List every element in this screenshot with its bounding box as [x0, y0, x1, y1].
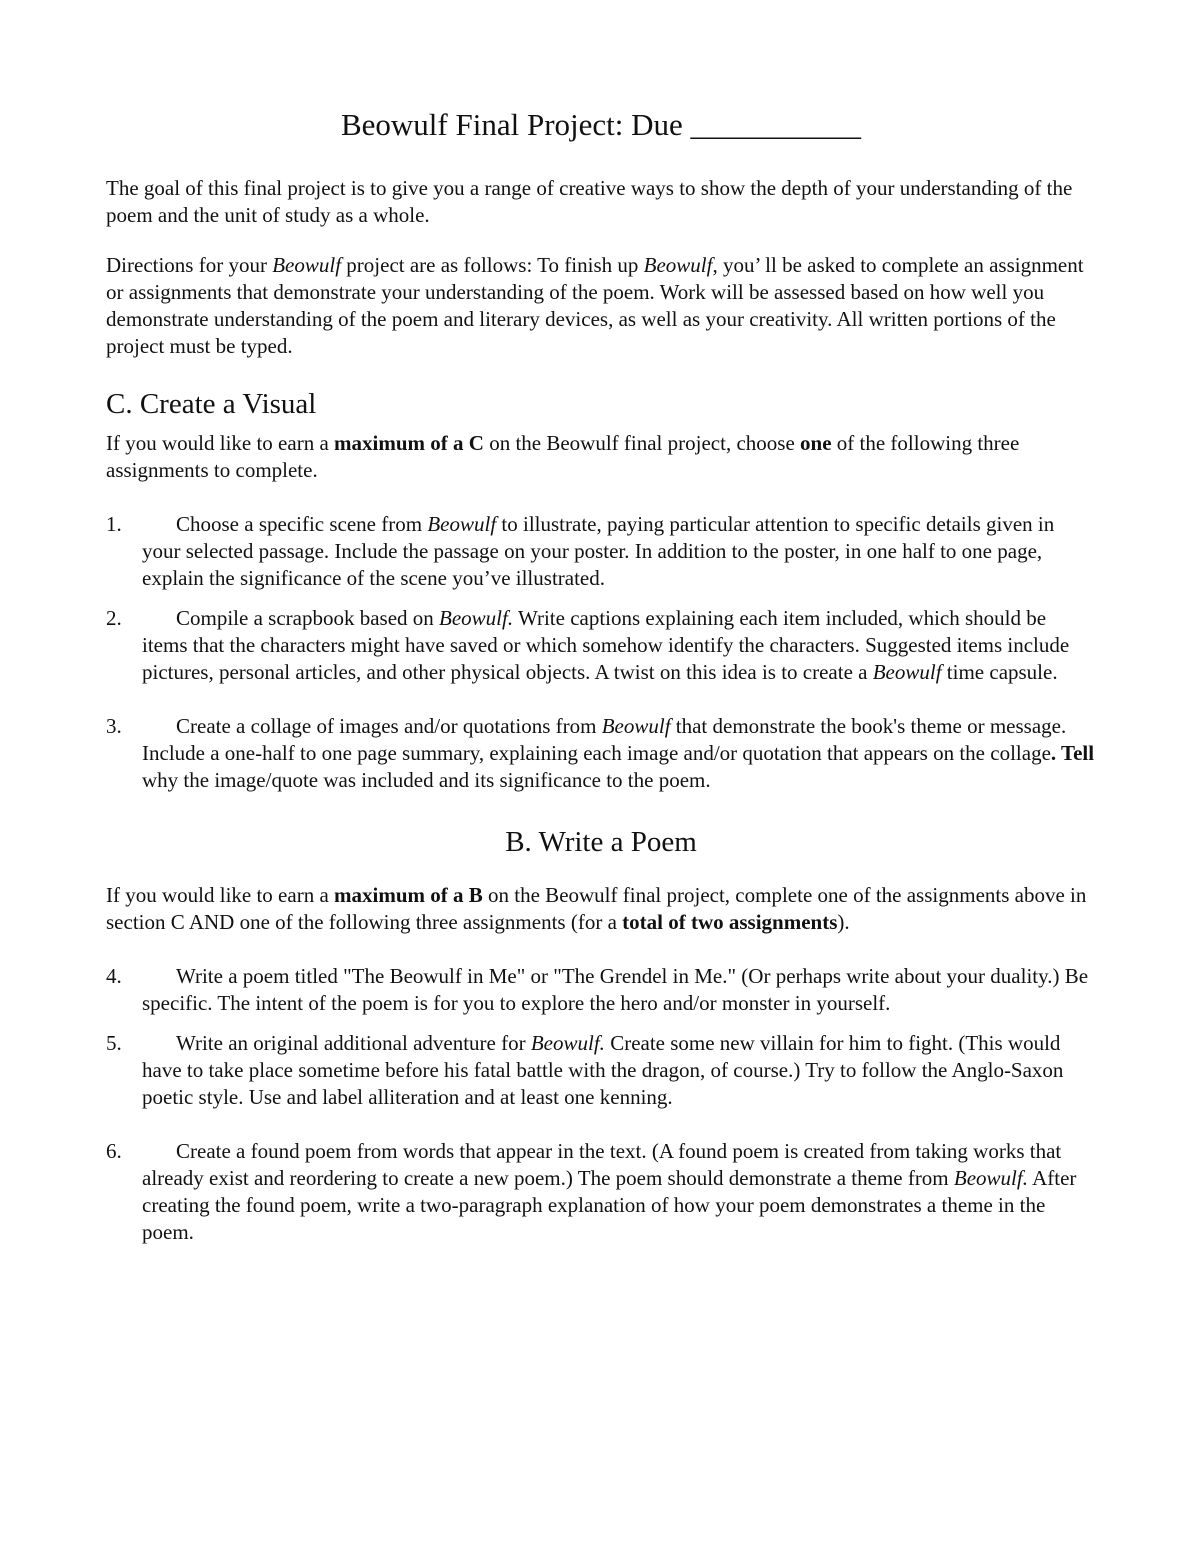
- list-item-text: to illustrate, paying particular attention to specific details given in your selected passage. Include the passage on your poster. In addition to the poster, in one half to one page, explain the significance of the scene you’ve illustrated.: [142, 511, 1055, 590]
- list-item-italic: Beowulf.: [530, 1030, 605, 1055]
- section-b-lead-bold-2: total of two assignments: [622, 909, 838, 934]
- section-c-list: [106, 511, 1096, 794]
- list-item-number: 3.: [106, 713, 122, 738]
- list-item-text: Create a found poem from words that appear in the text. (A found poem is created from taking works that already exist and reordering to create a new poem.) The poem should demonstrate a theme from: [142, 1138, 1062, 1190]
- directions-text-3: , you’ ll be asked to complete an assignment or assignments that demonstrate your understanding of the poem. Work will be assessed based on how well you demonstrate understanding of the poem and literary devices, as well as your creativity. All written portions of the project must be typed.: [106, 253, 1084, 359]
- section-c-lead: [106, 430, 1096, 484]
- list-item-italic: Beowulf: [601, 713, 671, 738]
- list-item-text: that demonstrate the book's theme or message. Include a one-half to one page summary, explaining each image and/or quotation that appears on the collage: [142, 713, 1067, 765]
- document-page: [106, 105, 1096, 1259]
- list-item-text: Write a poem titled "The Beowulf in Me" or "The Grendel in Me." (Or perhaps write about your duality.) Be specific. The intent of the poem is for you to explore the hero and/or monster in yourself.: [142, 963, 1089, 1015]
- section-b-lead-text-2: on the Beowulf final project, complete one of the assignments above in section C AND one of the following three assignments (for a: [106, 882, 1087, 934]
- list-item-4: [106, 963, 1096, 1017]
- list-item-1: [106, 511, 1096, 592]
- list-item-italic: Beowulf: [427, 511, 497, 536]
- list-item-italic: Beowulf.: [953, 1165, 1028, 1190]
- list-item-number: 5.: [106, 1030, 122, 1055]
- list-item-number: 4.: [106, 963, 122, 988]
- section-b-list: [106, 963, 1096, 1246]
- section-b-lead-text-3: ).: [837, 909, 850, 934]
- list-item-text: why the image/quote was included and its significance to the poem.: [142, 767, 711, 792]
- directions-italic-2: Beowulf: [643, 253, 713, 278]
- list-item-italic: Beowulf.: [439, 605, 514, 630]
- directions-italic-1: Beowulf: [272, 253, 342, 278]
- list-item-text: After creating the found poem, write a two-paragraph explanation of how your poem demonstrates a theme in the poem.: [142, 1165, 1077, 1244]
- section-b-heading: B. Write a Poem: [505, 825, 697, 858]
- document-title: Beowulf Final Project: Due ___________: [340, 107, 862, 142]
- list-item-number: 6.: [106, 1138, 122, 1163]
- list-item-5: [106, 1030, 1096, 1111]
- list-item-number: 1.: [106, 511, 122, 536]
- list-item-text: Write captions explaining each item included, which should be items that the characters might have saved or which somehow identify the characters. Suggested items include pictures, personal articles, and other physical objects. A twist on this idea is to create a: [142, 605, 1070, 684]
- list-item-bold: . Tell: [1050, 740, 1095, 765]
- intro-paragraph: The goal of this final project is to give you a range of creative ways to show the depth of your understanding of the poem and the unit of study as a whole.: [106, 176, 1073, 228]
- list-item-text: Choose a specific scene from: [176, 511, 428, 536]
- directions-text-2: project are as follows: To finish up: [341, 253, 644, 278]
- section-b-lead-text-1: If you would like to earn a: [106, 882, 335, 907]
- section-c-lead-text-2: on the Beowulf final project, choose: [483, 430, 801, 455]
- directions-paragraph: [106, 252, 1096, 360]
- section-c-lead-bold-2: one: [800, 430, 832, 455]
- section-b-lead: [106, 882, 1096, 936]
- list-item-text: Write an original additional adventure for: [176, 1030, 531, 1055]
- section-c-lead-text-3: of the following three assignments to complete.: [106, 430, 1020, 482]
- list-item-6: [106, 1138, 1096, 1246]
- list-item-italic: Beowulf: [872, 659, 942, 684]
- list-item-number: 2.: [106, 605, 122, 630]
- list-item-text: Create some new villain for him to fight. (This would have to take place sometime before his fatal battle with the dragon, of course.) Try to follow the Anglo-Saxon poetic style. Use and label alliteration and at least one kenning.: [142, 1030, 1064, 1109]
- section-c-heading: C. Create a Visual: [106, 388, 317, 421]
- directions-text-1: Directions for your: [106, 253, 273, 278]
- section-c-lead-text-1: If you would like to earn a: [106, 430, 335, 455]
- list-item-text: Compile a scrapbook based on: [176, 605, 440, 630]
- list-item-text: Create a collage of images and/or quotations from: [176, 713, 602, 738]
- section-c-lead-bold-1: maximum of a C: [334, 430, 484, 455]
- section-b-lead-bold-1: maximum of a B: [334, 882, 483, 907]
- list-item-3: [106, 713, 1096, 794]
- list-item-text: time capsule.: [941, 659, 1058, 684]
- list-item-2: [106, 605, 1096, 686]
